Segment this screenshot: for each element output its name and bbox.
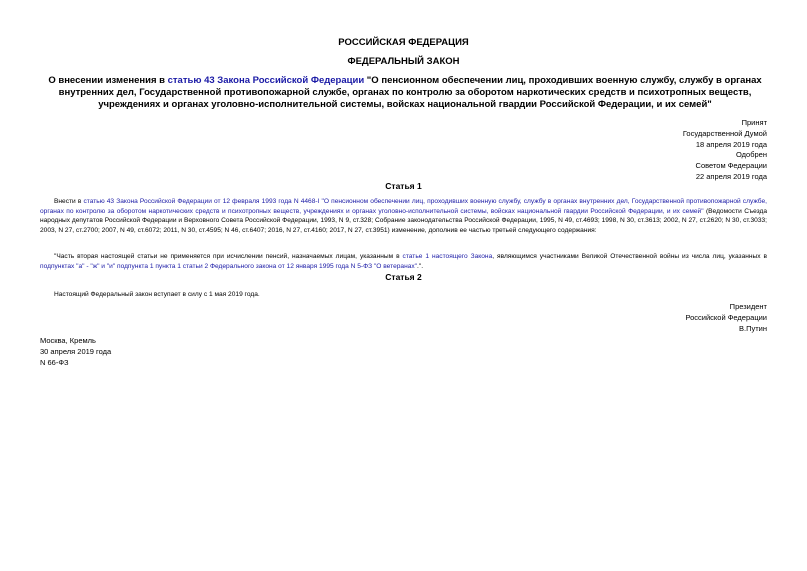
adoption-line: Государственной Думой [682,128,767,138]
date-line: 30 апреля 2019 года [40,346,112,356]
article-2-text: Настоящий Федеральный закон вступает в силу с 1 мая 2019 года. [54,291,260,298]
adoption-line: Одобрен [736,150,767,160]
article-2-heading: Статья 2 [385,272,422,282]
p1-link-article-43[interactable]: статью 43 Закона Российской Федерации от 12 февраля 1993 года N 4468-I "О пенсионном обеспечении лиц, проходивших военную службу, службу в органах внутренних дел, Государственной противопожарной службе, органах по контролю за оборотом наркотических средств и психотропных веществ, учреждениях и органах уголовно-исполнительной системы, войсках национальной гвардии Российской Федерации, и их семей" [40,198,768,215]
title-prefix: О внесении изменения в [48,75,168,86]
law-title [42,75,768,111]
p2-part-c: .". [417,262,424,270]
p2-link-article-1[interactable]: статье 1 настоящего Закона [402,253,493,260]
adoption-line: Принят [741,118,767,127]
signer-block [685,302,767,334]
place-date-block [40,336,111,368]
law-number: N 66-ФЗ [40,357,69,367]
law-type-heading: ФЕДЕРАЛЬНЫЙ ЗАКОН [347,56,460,67]
article-1-paragraph-2 [40,252,767,271]
signer-name: В.Путин [739,323,767,333]
adoption-line: Советом Федерации [695,161,767,171]
article-1-heading: Статья 1 [385,181,422,191]
signer-title: Президент [729,302,767,311]
p1-start: Внести в [54,198,84,205]
signer-country: Российской Федерации [685,312,767,322]
country-heading: РОССИЙСКАЯ ФЕДЕРАЦИЯ [338,37,469,48]
adoption-line: 22 апреля 2019 года [695,171,767,181]
p2-part-a: "Часть вторая настоящей статьи не применяется при исчислении пенсий, назначаемых лицам, указанным в [54,253,403,260]
title-link-article-43[interactable]: статью 43 Закона Российской Федерации [167,75,365,86]
place-line: Москва, Кремль [40,336,96,345]
article-1-paragraph-1 [40,197,767,235]
adoption-line: 18 апреля 2019 года [695,139,767,149]
adoption-block [683,118,767,183]
p2-link-veterans-law[interactable]: подпунктах "а" - "ж" и "и" подпункта 1 пункта 1 статьи 2 Федерального закона от 12 января 1995 года N 5-ФЗ "О ветеранах" [40,262,418,270]
p1-rest: (Ведомости Съезда народных депутатов Российской Федерации и Верховного Совета Российской Федерации, 1993, N 9, ст.328; Собрание законодательства Российской Федерации, 1995, N 49, ст.4693; 1998, N 30, ст.3613; 2002, N 27, ст.2620; N 30, ст.3033; 2003, N 27, ст.2700; 2007, N 49, ст.6072; 2011, N 30, ст.4595; N 46, ст.6407; 2016, N 27, ст.4160; 2017, N 27, ст.3951) изменение, дополнив ее частью третьей следующего содержания: [40,207,767,234]
title-suffix: "О пенсионном обеспечении лиц, проходивших военную службу, службу в органах внутренних дел, Государственной противопожарной службе, органах по контролю за оборотом наркотических средств и психотропных веществ, учреждениях и органах уголовно-исполнительной системы, войсках национальной гвардии Российской Федерации, и их семей" [58,75,762,110]
p2-part-b: , являющимся участниками Великой Отечественной войны из числа лиц, указанных в [492,253,768,260]
